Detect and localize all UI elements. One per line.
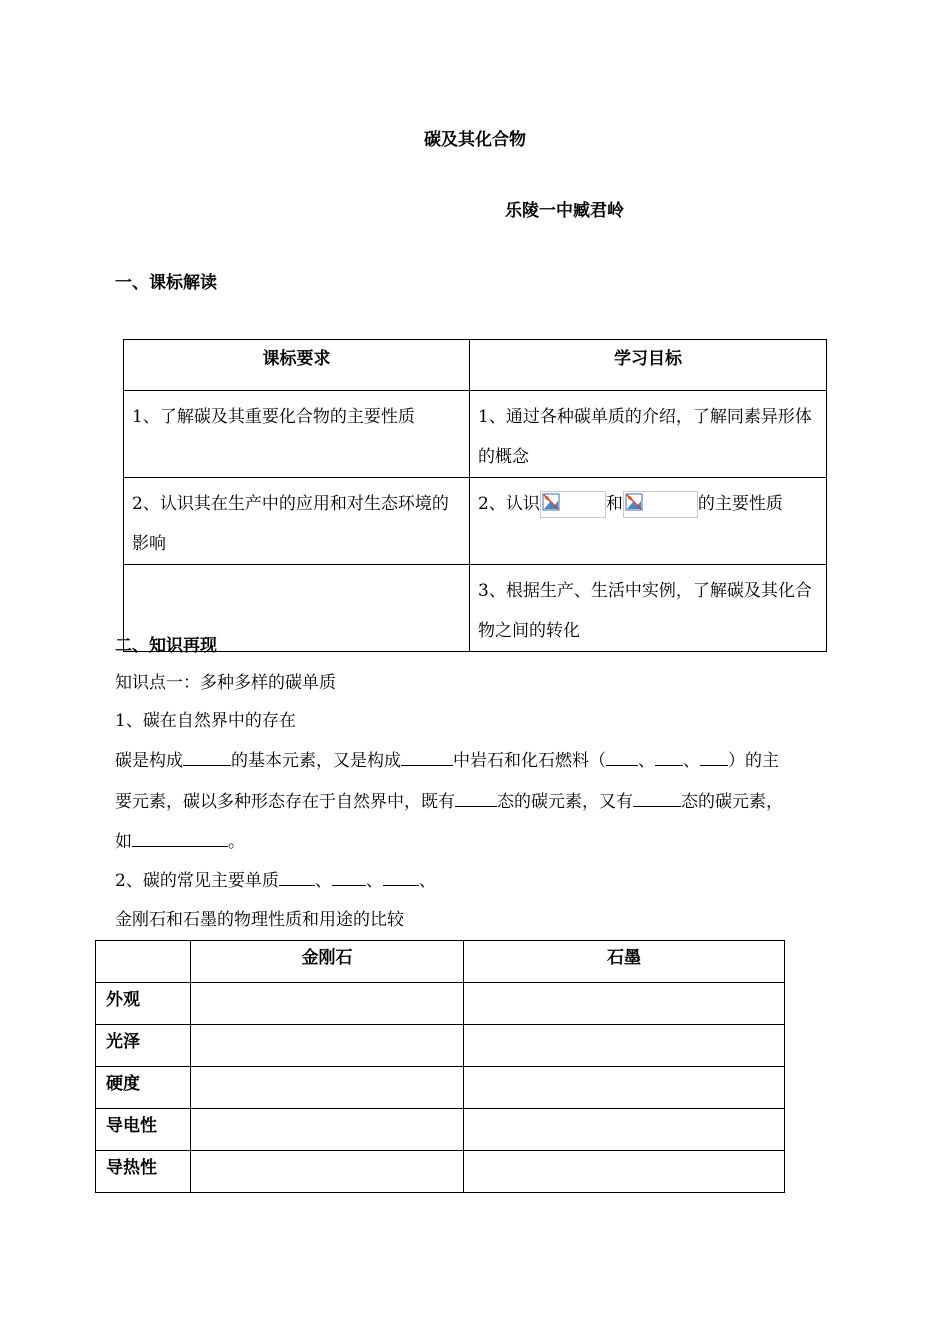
table-cell: 1、了解碳及其重要化合物的主要性质	[124, 391, 470, 478]
paragraph-line: 要元素，碳以多种形态存在于自然界中，既有 态的碳元素，又有 态的碳元素，	[115, 792, 783, 812]
table-cell: 3、根据生产、生活中实例，了解碳及其化合物之间的转化	[470, 565, 827, 652]
table-cell	[191, 1067, 464, 1109]
table-header: 课标要求	[124, 340, 470, 391]
table-header: 金刚石	[191, 941, 464, 983]
table-cell	[191, 1025, 464, 1067]
row-label: 导电性	[96, 1109, 191, 1151]
table-cell	[191, 1109, 464, 1151]
row-label: 外观	[96, 983, 191, 1025]
table-cell	[191, 983, 464, 1025]
paragraph-line: 碳是构成 的基本元素，又是构成 中岩石和化石燃料（ 、 、 ）的主	[115, 751, 779, 771]
paragraph-line: 如 。	[115, 832, 245, 852]
table-cell	[464, 1109, 785, 1151]
section-heading-2: 二、知识再现	[115, 636, 217, 656]
curriculum-table	[123, 339, 827, 652]
paragraph-line: 2、碳的常见主要单质 、 、 、	[115, 871, 436, 891]
compare-caption: 金刚石和石墨的物理性质和用途的比较	[115, 910, 404, 930]
table-cell: 2、认识其在生产中的应用和对生态环境的影响	[124, 478, 470, 565]
table-cell	[464, 983, 785, 1025]
row-label: 光泽	[96, 1025, 191, 1067]
item-heading: 1、碳在自然界中的存在	[115, 711, 296, 731]
table-cell	[464, 1067, 785, 1109]
page-title: 碳及其化合物	[424, 130, 526, 150]
knowledge-point: 知识点一：多种多样的碳单质	[115, 673, 336, 693]
broken-image-icon	[623, 491, 698, 518]
table-cell: 1、通过各种碳单质的介绍，了解同素异形体的概念	[470, 391, 827, 478]
table-header: 学习目标	[470, 340, 827, 391]
broken-image-icon	[540, 491, 606, 518]
table-cell	[191, 1151, 464, 1193]
table-cell: 2、认识 和 的主要性质	[470, 478, 827, 565]
row-label: 导热性	[96, 1151, 191, 1193]
table-header: 石墨	[464, 941, 785, 983]
row-label: 硬度	[96, 1067, 191, 1109]
comparison-table	[95, 940, 785, 1193]
section-heading-1: 一、课标解读	[115, 273, 217, 293]
table-header	[96, 941, 191, 983]
table-cell	[464, 1151, 785, 1193]
table-cell	[464, 1025, 785, 1067]
author: 乐陵一中臧君岭	[505, 201, 624, 221]
